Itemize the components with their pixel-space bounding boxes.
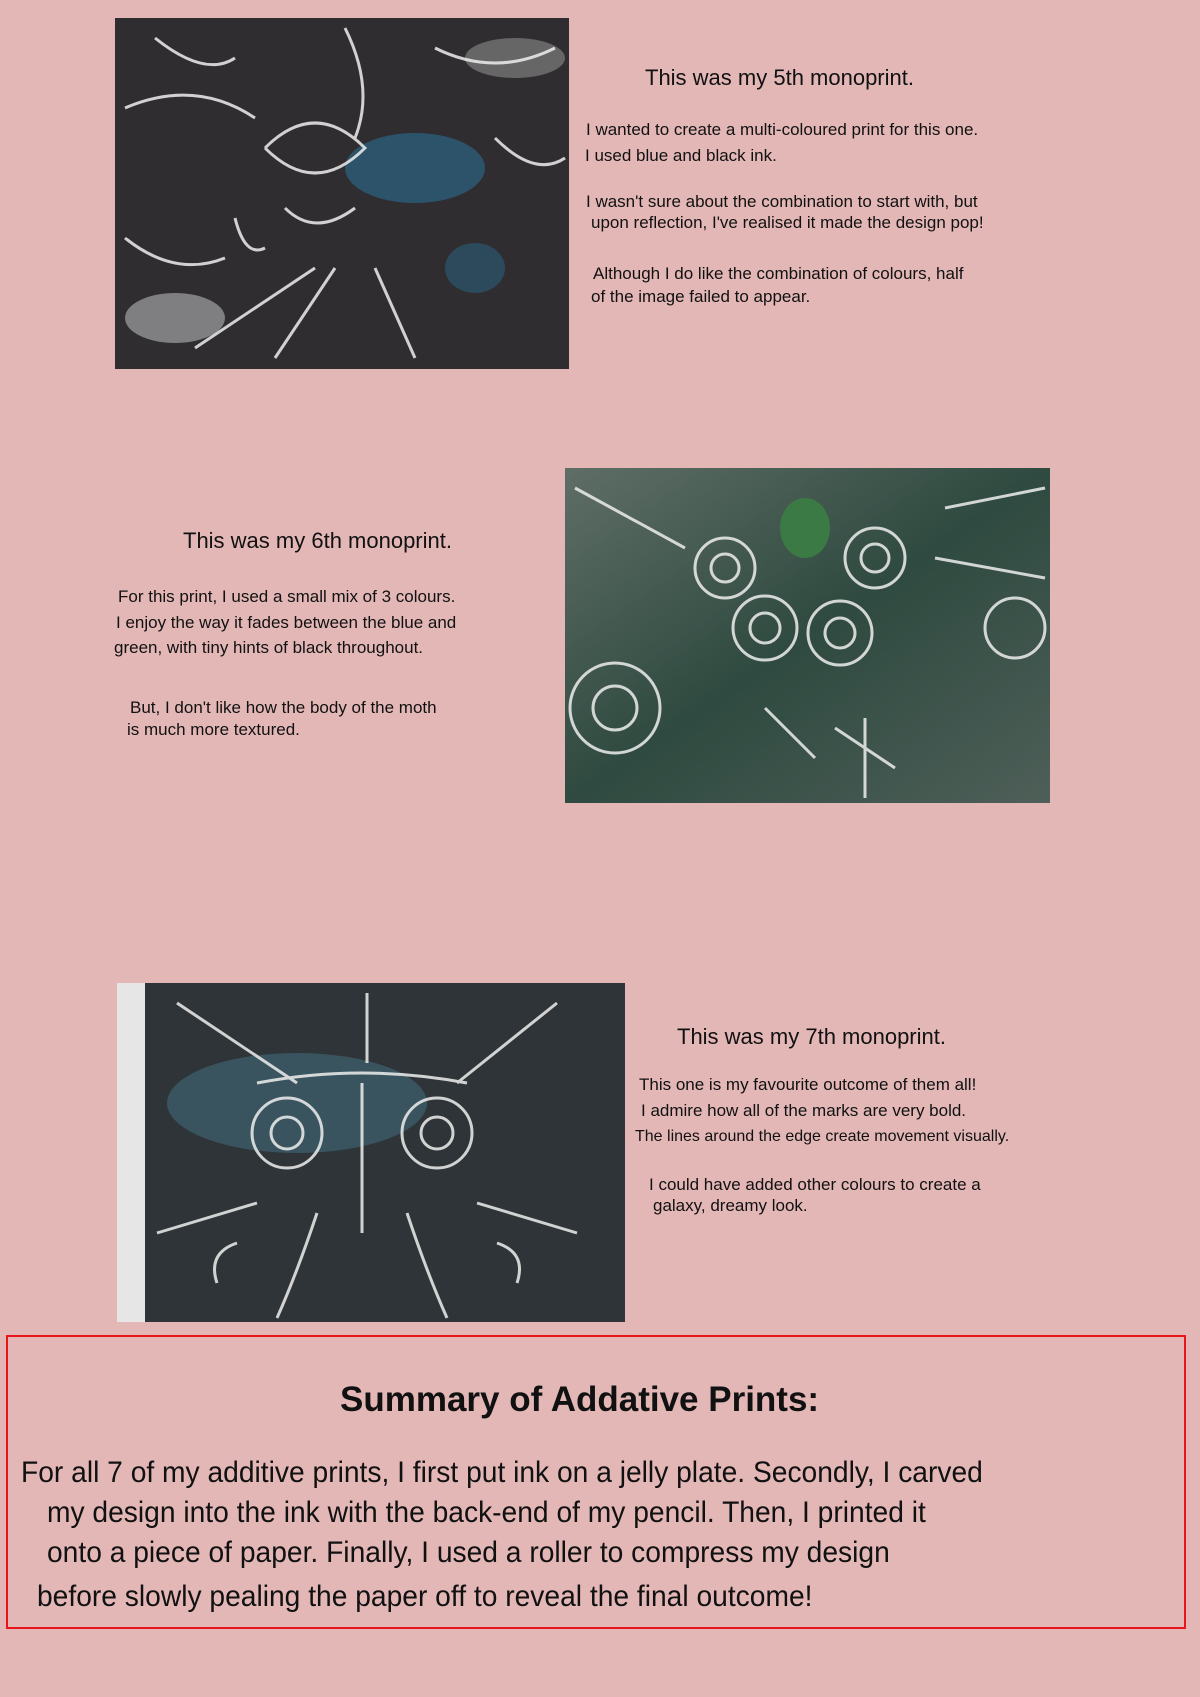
- print-5-text: I wasn't sure about the combination to start with, but: [586, 192, 978, 211]
- print-6-text: I enjoy the way it fades between the blue and: [116, 613, 457, 632]
- print-7-text: The lines around the edge create movement visually.: [635, 1128, 1010, 1145]
- monoprint-7-photo: [117, 983, 625, 1322]
- print-7-text: This one is my favourite outcome of them all!: [639, 1075, 977, 1094]
- print-5-text: of the image failed to appear.: [591, 287, 811, 306]
- print-5-text: Although I do like the combination of colours, half: [593, 264, 964, 283]
- print-5-title: This was my 5th monoprint.: [645, 65, 914, 90]
- print-7-text: I admire how all of the marks are very bold.: [641, 1101, 967, 1120]
- summary-text: onto a piece of paper. Finally, I used a roller to compress my design: [47, 1536, 890, 1569]
- monoprint-6-photo: [565, 468, 1050, 803]
- summary-text: For all 7 of my additive prints, I first put ink on a jelly plate. Secondly, I carved: [21, 1456, 983, 1489]
- summary-text: before slowly pealing the paper off to reveal the final outcome!: [37, 1580, 813, 1613]
- print-6-text: is much more textured.: [127, 720, 300, 739]
- print-5-text: upon reflection, I've realised it made the design pop!: [591, 213, 984, 232]
- print-7-title: This was my 7th monoprint.: [677, 1024, 946, 1049]
- print-7-text: I could have added other colours to create a: [649, 1175, 981, 1194]
- print-6-title: This was my 6th monoprint.: [183, 528, 452, 553]
- monoprint-5-photo: [115, 18, 569, 369]
- print-5-text: I used blue and black ink.: [585, 146, 777, 165]
- summary-title: Summary of Addative Prints:: [340, 1380, 820, 1419]
- print-6-text: For this print, I used a small mix of 3 colours.: [118, 587, 456, 606]
- print-6-text: But, I don't like how the body of the moth: [130, 698, 437, 717]
- summary-text: my design into the ink with the back-end of my pencil. Then, I printed it: [47, 1496, 926, 1529]
- print-7-text: galaxy, dreamy look.: [653, 1196, 808, 1215]
- print-6-text: green, with tiny hints of black throughout.: [114, 638, 424, 657]
- print-5-text: I wanted to create a multi-coloured print for this one.: [586, 120, 979, 139]
